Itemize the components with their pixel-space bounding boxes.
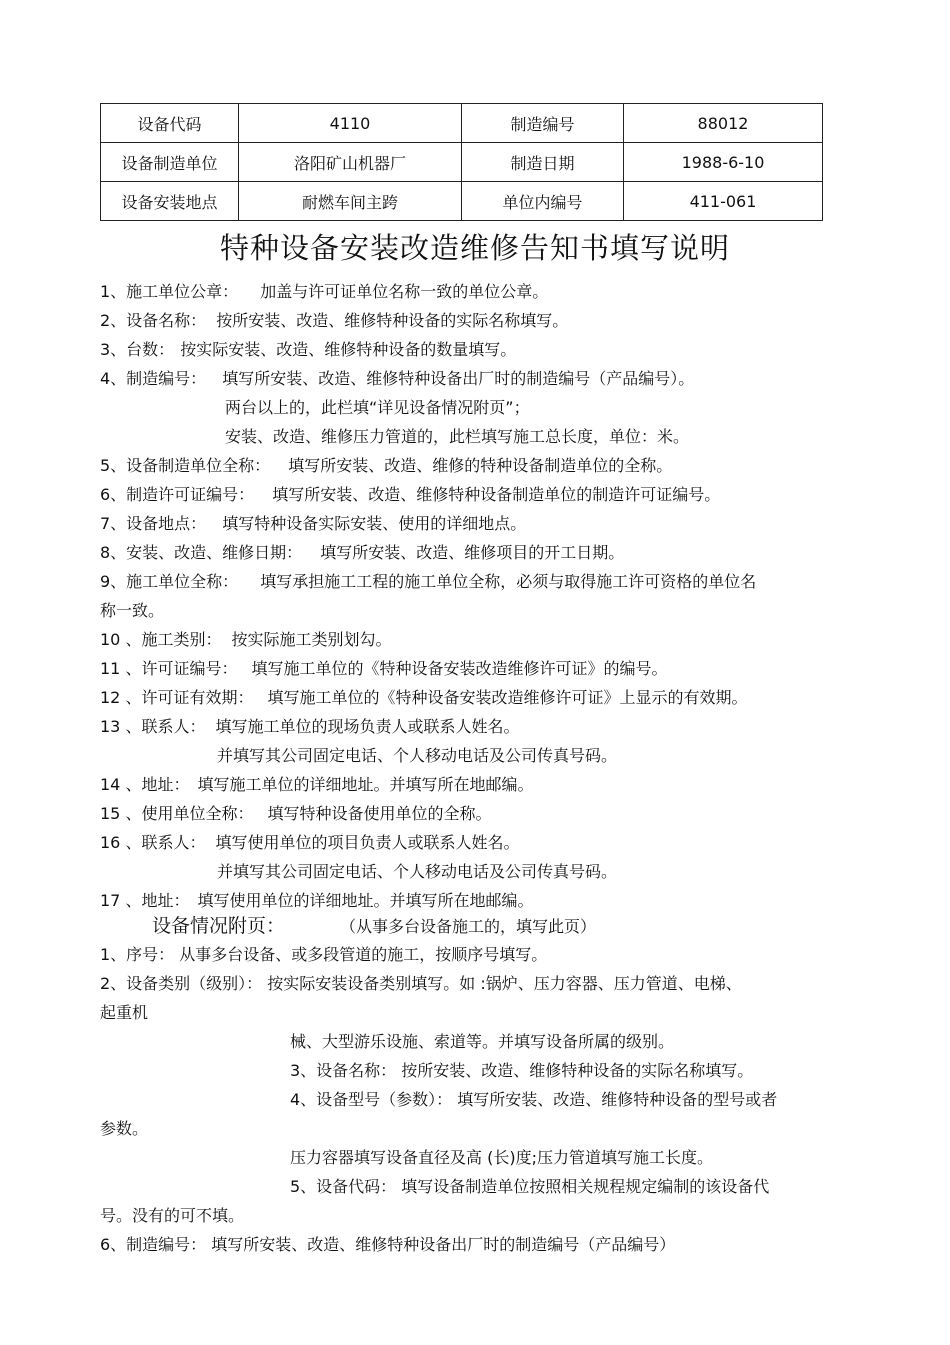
appendix-heading: 设备情况附页：	[152, 915, 286, 937]
appendix-line: 2、设备类别（级别）： 按实际安装设备类别填写。如 :锅炉、压力容器、压力管道、电梯、	[100, 974, 742, 993]
instruction-item	[100, 830, 519, 853]
instruction-item	[100, 569, 756, 592]
instruction-continuation: 称一致。	[100, 601, 165, 620]
instruction-continuation: 并填写其公司固定电话、个人移动电话及公司传真号码。	[217, 862, 618, 881]
instruction-item	[100, 656, 667, 679]
item-text: 填写施工单位的《特种设备安装改造维修许可证》上显示的有效期。	[267, 688, 748, 707]
item-label: 7、设备地点：	[100, 514, 207, 533]
table-cell: 88012	[624, 104, 823, 143]
item-label: 2、设备名称：	[100, 311, 207, 330]
item-text: 填写所安装、改造、维修项目的开工日期。	[320, 543, 625, 562]
item-label: 9、施工单位全称：	[100, 572, 239, 591]
item-text: 填写特种设备实际安装、使用的详细地点。	[222, 514, 527, 533]
table-row	[101, 182, 823, 221]
table-cell: 4110	[239, 104, 462, 143]
item-text: 填写施工单位的详细地址。并填写所在地邮编。	[197, 775, 534, 794]
instruction-continuation: 并填写其公司固定电话、个人移动电话及公司传真号码。	[217, 746, 618, 765]
appendix-line: 5、设备代码： 填写设备制造单位按照相关规程规定编制的该设备代	[290, 1177, 770, 1196]
item-label: 16 、联系人：	[100, 833, 206, 852]
appendix-line: 3、设备名称： 按所安装、改造、维修特种设备的实际名称填写。	[290, 1061, 754, 1080]
item-label: 15 、使用单位全称：	[100, 804, 254, 823]
item-text: 填写承担施工工程的施工单位全称，必须与取得施工许可资格的单位名	[260, 572, 757, 591]
item-label: 6、制造许可证编号：	[100, 485, 255, 504]
document-title: 特种设备安装改造维修告知书填写说明	[219, 231, 730, 265]
instruction-item	[100, 337, 516, 360]
appendix-note: （从事多台设备施工的，填写此页）	[340, 917, 597, 936]
table-cell: 洛阳矿山机器厂	[239, 143, 462, 182]
instruction-item	[100, 540, 624, 563]
item-text: 按实际安装、改造、维修特种设备的数量填写。	[180, 340, 517, 359]
table-cell: 设备安装地点	[101, 182, 239, 221]
instruction-item	[100, 511, 526, 534]
item-label: 10 、施工类别：	[100, 630, 222, 649]
appendix-line: 参数。	[100, 1119, 149, 1138]
table-row	[101, 143, 823, 182]
item-label: 1、施工单位公章：	[100, 282, 239, 301]
instruction-item	[100, 888, 533, 911]
table-cell: 1988-6-10	[624, 143, 823, 182]
instruction-item	[100, 308, 568, 331]
instruction-item	[100, 685, 747, 708]
instruction-item	[100, 714, 519, 737]
instruction-item	[100, 801, 491, 824]
item-text: 填写所安装、改造、维修的特种设备制造单位的全称。	[288, 456, 673, 475]
item-label: 11 、许可证编号：	[100, 659, 238, 678]
item-label: 17 、地址：	[100, 891, 190, 910]
item-label: 8、安装、改造、维修日期：	[100, 543, 303, 562]
instruction-item	[100, 627, 391, 650]
equipment-info-table	[100, 103, 823, 221]
instruction-continuation: 安装、改造、维修压力管道的，此栏填写施工总长度，单位：米。	[225, 427, 690, 446]
item-text: 填写所安装、改造、维修特种设备出厂时的制造编号（产品编号）。	[222, 369, 695, 388]
table-cell: 制造日期	[462, 143, 624, 182]
instruction-item	[100, 366, 694, 389]
item-label: 14 、地址：	[100, 775, 190, 794]
instruction-item	[100, 279, 548, 302]
item-label: 5、设备制造单位全称：	[100, 456, 271, 475]
instruction-item	[100, 772, 533, 795]
table-cell: 制造编号	[462, 104, 624, 143]
table-cell: 耐燃车间主跨	[239, 182, 462, 221]
appendix-line: 4、设备型号（参数）： 填写所安装、改造、维修特种设备的型号或者	[290, 1090, 778, 1109]
item-text: 填写特种设备使用单位的全称。	[267, 804, 492, 823]
item-label: 12 、许可证有效期：	[100, 688, 254, 707]
appendix-line: 械、大型游乐设施、索道等。并填写设备所属的级别。	[290, 1032, 675, 1051]
item-text: 填写施工单位的现场负责人或联系人姓名。	[215, 717, 520, 736]
item-label: 3、台数：	[100, 340, 175, 359]
appendix-line: 压力容器填写设备直径及高 (长)度;压力管道填写施工长度。	[290, 1148, 713, 1167]
appendix-line: 6、制造编号： 填写所安装、改造、维修特种设备出厂时的制造编号（产品编号）	[100, 1235, 676, 1254]
item-text: 填写使用单位的项目负责人或联系人姓名。	[215, 833, 520, 852]
item-text: 加盖与许可证单位名称一致的单位公章。	[260, 282, 549, 301]
table-cell: 设备制造单位	[101, 143, 239, 182]
appendix-line: 起重机	[100, 1003, 149, 1022]
item-text: 填写使用单位的详细地址。并填写所在地邮编。	[197, 891, 534, 910]
appendix-line: 号。没有的可不填。	[100, 1206, 245, 1225]
item-text: 按实际施工类别划勾。	[231, 630, 392, 649]
table-cell: 设备代码	[101, 104, 239, 143]
item-text: 按所安装、改造、维修特种设备的实际名称填写。	[216, 311, 569, 330]
instruction-item	[100, 453, 672, 476]
item-text: 填写所安装、改造、维修特种设备制造单位的制造许可证编号。	[272, 485, 721, 504]
instruction-continuation: 两台以上的，此栏填“详见设备情况附页”；	[225, 398, 530, 417]
appendix-line: 1、序号： 从事多台设备、或多段管道的施工，按顺序号填写。	[100, 945, 548, 964]
table-row	[101, 104, 823, 143]
table-cell: 411-061	[624, 182, 823, 221]
instruction-item	[100, 482, 720, 505]
item-label: 13 、联系人：	[100, 717, 206, 736]
item-text: 填写施工单位的《特种设备安装改造维修许可证》的编号。	[251, 659, 668, 678]
table-cell: 单位内编号	[462, 182, 624, 221]
item-label: 4、制造编号：	[100, 369, 207, 388]
